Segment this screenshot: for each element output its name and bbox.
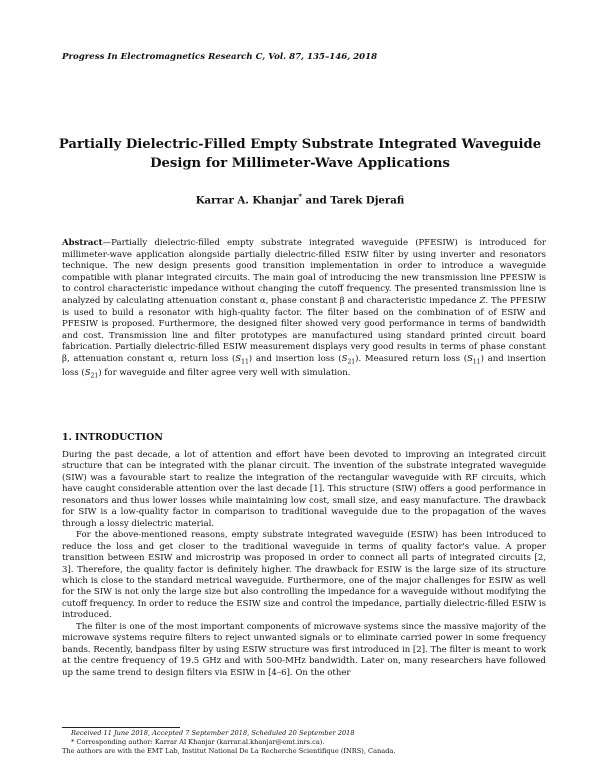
corresponding-author: * Corresponding author: Karrar Al Khanjar (karrar.al.khanjar@emt.inrs.ca).	[71, 738, 325, 746]
author-list	[0, 192, 600, 206]
received-dates: Received 11 June 2018, Accepted 7 September 2018, Scheduled 20 September 2018	[71, 729, 355, 737]
s21-symbol: S	[341, 353, 348, 364]
abstract	[62, 238, 546, 383]
abstract-label: Abstract	[62, 238, 103, 248]
abstract-text-f: ) for waveguide and filter agree very well with simulation.	[98, 368, 351, 379]
s21-subscript-2: 21	[90, 372, 99, 380]
abstract-text-d: ). Measured return loss (	[355, 353, 468, 364]
abstract-text-e: ) and insertion loss (	[62, 353, 546, 379]
paragraph-1: During the past decade, a lot of attention and effort have been devoted to improving an integrated circuit structure that can be integrated with the planar circuit. The invention of the substrate integrated waveguide (SIW) was a favourable start to realize the integration of the rectangular waveguide with RF circuits, which have caught considerable attention over the last decade [1]. This structure (SIW) offers a good performance in resonators and thus lower losses while maintaining low cost, small size, and easy manufacture. The drawback for SIW is a low-quality factor in comparison to traditional waveguide due to the propagation of the waves through a lossy dielectric material.	[62, 450, 546, 529]
abstract-text-c: ) and insertion loss (	[248, 353, 342, 364]
affiliation: The authors are with the EMT Lab, Institut National De La Recherche Scientifique (INRS), Canada.	[62, 747, 396, 755]
s11-symbol: S	[235, 353, 242, 364]
s21-symbol-2: S	[84, 368, 91, 379]
journal-header: Progress In Electromagnetics Research C, Vol. 87, 135–146, 2018	[62, 52, 378, 62]
author-2: Tarek Djerafi	[330, 194, 405, 207]
author-1: Karrar A. Khanjar	[195, 194, 299, 207]
abstract-text-b: . The PFESIW is used to build a resonator with high-quality factor. The filter based on the combination of of ESIW and PFESIW is proposed. Furthermore, the designed filter showed very good performance in terms of bandwidth and cost. Transmission line and filter prototypes are manufactured using standard printed circuit board fabrication. Partially dielectric-filled ESIW measurement displays very good results in terms of phase constant β, attenuation constant α, return loss (	[62, 295, 546, 364]
introduction-body	[62, 450, 546, 679]
author-separator: and	[302, 194, 331, 207]
paragraph-3: The filter is one of the most important components of microwave systems since the massive majority of the microwave systems require filters to reject unwanted signals or to eliminate carried power in some frequency bands. Recently, bandpass filter by using ESIW structure was first introduced in [2]. The filter is meant to work at the centre frequency of 19.5 GHz and with 500-MHz bandwidth. Later on, many researchers have followed up the same trend to design filters via ESIW in [4–6]. On the other	[62, 621, 546, 678]
footnotes	[62, 729, 546, 756]
title-line-2: Design for Millimeter-Wave Applications	[150, 156, 450, 171]
abstract-z-symbol: Z	[479, 295, 486, 306]
corresponding-mark: *	[298, 192, 303, 201]
s11-subscript-2: 11	[472, 358, 481, 366]
s21-subscript: 21	[347, 358, 356, 366]
s11-symbol-2: S	[467, 353, 473, 364]
footnote-divider	[62, 727, 180, 728]
paper-title	[40, 135, 560, 173]
s11-subscript: 11	[241, 358, 249, 366]
abstract-text-a: —Partially dielectric-filled empty substrate integrated waveguide (PFESIW) is introduced for millimeter-wave application alongside partially dielectric-filled ESIW filter by using inverter and resonators technique. The new design presents good transition implementation in order to introduce a waveguide compatible with planar integrated circuits. The main goal of introducing the new transmission line PFESIW is to control characteristic impedance without changing the cutoff frequency. The presented transmission line is analyzed by calculating attenuation constant α, phase constant β and characteristic impedance	[62, 238, 546, 306]
title-line-1: Partially Dielectric-Filled Empty Substrate Integrated Waveguide	[58, 137, 542, 152]
section-heading: 1. INTRODUCTION	[62, 432, 163, 443]
paragraph-2: For the above-mentioned reasons, empty substrate integrated waveguide (ESIW) has been introduced to reduce the loss and get closer to the traditional waveguide in terms of quality factor's value. A proper transition between ESIW and microstrip was proposed in order to connect all parts of integrated circuits [2, 3]. Therefore, the quality factor is definitely higher. The drawback for ESIW is the large size of its structure which is close to the standard metrical waveguide. Furthermore, one of the major challenges for ESIW as well for the SIW is not only the large size but also controlling the impedance for a waveguide without modifying the cutoff frequency. In order to reduce the ESIW size and control the impedance, partially dielectric-filled ESIW is introduced.	[62, 530, 546, 621]
